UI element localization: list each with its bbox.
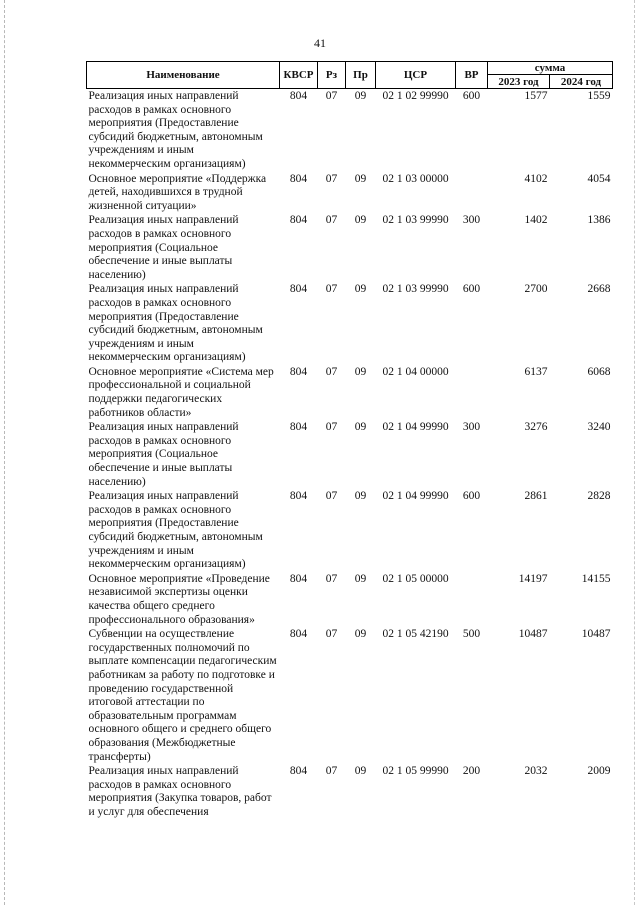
row-csr: 02 1 04 99990 <box>382 490 449 503</box>
row-kvsr: 804 <box>289 572 308 585</box>
header-sum: сумма <box>488 62 613 75</box>
row-amount-2024: 10487 <box>581 628 611 641</box>
row-amount-2024: 1559 <box>587 90 611 102</box>
header-year-2023: 2023 год <box>488 75 550 89</box>
row-name: Субвенции на осуществление государственных полномочий по выплате компенсации педагогическим работникам за работу по подготовке и проведению государственной итоговой аттестации по образовательным программам основного общего и среднего общего образования (Межбюджетные трансферты) <box>88 628 277 763</box>
row-amount-2024: 3240 <box>587 421 611 434</box>
row-name: Реализация иных направлений расходов в рамках основного мероприятия (Предоставление субсидий бюджетным, автономным учреждениям и иным некоммерческим организациям) <box>88 90 263 170</box>
row-amount-2023: 14197 <box>518 572 548 585</box>
table-row <box>87 627 613 764</box>
row-amount-2023: 1577 <box>524 90 548 102</box>
row-vr: 600 <box>462 90 481 102</box>
row-csr: 02 1 02 99990 <box>382 90 449 102</box>
table-row <box>87 365 613 420</box>
scan-edge-right <box>634 0 636 905</box>
row-rz: 07 <box>325 214 338 227</box>
budget-table <box>86 61 613 819</box>
row-kvsr: 804 <box>289 421 308 434</box>
row-name: Реализация иных направлений расходов в рамках основного мероприятия (Социальное обеспечение и иные выплаты населению) <box>88 421 239 488</box>
row-pr: 09 <box>354 90 367 102</box>
row-vr: 600 <box>462 283 481 296</box>
row-amount-2024: 2668 <box>587 283 611 296</box>
row-amount-2023: 3276 <box>524 421 548 434</box>
row-amount-2023: 2861 <box>524 490 548 503</box>
row-rz: 07 <box>325 283 338 296</box>
row-name: Основное мероприятие «Поддержка детей, находившихся в трудной жизненной ситуации» <box>88 172 267 212</box>
row-kvsr: 804 <box>289 628 308 641</box>
row-pr: 09 <box>354 283 367 296</box>
row-amount-2024: 4054 <box>587 172 611 185</box>
row-rz: 07 <box>325 172 338 185</box>
row-pr: 09 <box>354 572 367 585</box>
row-csr: 02 1 04 99990 <box>382 421 449 434</box>
row-rz: 07 <box>325 765 338 778</box>
header-pr: Пр <box>346 62 376 89</box>
scan-edge-left <box>4 0 6 905</box>
row-amount-2024: 2009 <box>587 765 611 778</box>
row-csr: 02 1 04 00000 <box>382 365 449 378</box>
row-name: Реализация иных направлений расходов в рамках основного мероприятия (Закупка товаров, работ и услуг для обеспечения <box>88 765 272 818</box>
row-csr: 02 1 03 00000 <box>382 172 449 185</box>
header-vr: ВР <box>456 62 488 89</box>
row-amount-2024: 2828 <box>587 490 611 503</box>
row-vr <box>456 365 488 420</box>
row-csr: 02 1 03 99990 <box>382 214 449 227</box>
row-amount-2024: 6068 <box>587 365 611 378</box>
row-pr: 09 <box>354 765 367 778</box>
table-header <box>87 62 613 89</box>
row-kvsr: 804 <box>289 214 308 227</box>
row-name: Реализация иных направлений расходов в рамках основного мероприятия (Предоставление субсидий бюджетным, автономным учреждениям и иным некоммерческим организациям) <box>88 490 263 571</box>
table-row <box>87 213 613 282</box>
table-row <box>87 282 613 365</box>
row-vr <box>456 572 488 627</box>
row-pr: 09 <box>354 172 367 185</box>
row-csr: 02 1 03 99990 <box>382 283 449 296</box>
row-amount-2024: 1386 <box>587 214 611 227</box>
table-row <box>87 572 613 627</box>
row-pr: 09 <box>354 490 367 503</box>
table-row <box>87 420 613 489</box>
table-row <box>87 89 613 172</box>
row-vr: 600 <box>462 490 481 503</box>
row-rz: 07 <box>325 628 338 641</box>
page-number: 41 <box>314 36 326 50</box>
table-row <box>87 489 613 572</box>
row-vr: 200 <box>462 765 481 778</box>
table-row <box>87 172 613 214</box>
table-body <box>87 89 613 820</box>
row-amount-2023: 1402 <box>524 214 548 227</box>
row-kvsr: 804 <box>289 90 308 102</box>
row-kvsr: 804 <box>289 172 308 185</box>
row-rz: 07 <box>325 421 338 434</box>
row-name: Реализация иных направлений расходов в рамках основного мероприятия (Социальное обеспечение и иные выплаты населению) <box>88 214 239 281</box>
row-amount-2023: 2032 <box>524 765 548 778</box>
header-kvsr: КВСР <box>280 62 318 89</box>
row-kvsr: 804 <box>289 490 308 503</box>
row-vr: 300 <box>462 214 481 227</box>
row-pr: 09 <box>354 628 367 641</box>
row-kvsr: 804 <box>289 365 308 378</box>
header-csr: ЦСР <box>376 62 456 89</box>
row-kvsr: 804 <box>289 765 308 778</box>
row-rz: 07 <box>325 90 338 102</box>
row-name: Основное мероприятие «Система мер профессиональной и социальной поддержки педагогических работников области» <box>88 365 274 419</box>
row-csr: 02 1 05 00000 <box>382 572 449 585</box>
table-row <box>87 764 613 819</box>
row-amount-2023: 6137 <box>524 365 548 378</box>
row-csr: 02 1 05 99990 <box>382 765 449 778</box>
row-name: Основное мероприятие «Проведение независимой экспертизы оценки качества общего среднего профессионального образования» <box>88 572 270 626</box>
row-rz: 07 <box>325 572 338 585</box>
row-amount-2023: 10487 <box>518 628 548 641</box>
row-vr: 300 <box>462 421 481 434</box>
row-pr: 09 <box>354 421 367 434</box>
header-year-2024: 2024 год <box>550 75 613 89</box>
header-rz: Рз <box>318 62 346 89</box>
row-kvsr: 804 <box>289 283 308 296</box>
row-vr <box>456 172 488 214</box>
row-amount-2024: 14155 <box>581 572 611 585</box>
row-csr: 02 1 05 42190 <box>382 628 449 641</box>
row-amount-2023: 4102 <box>524 172 548 185</box>
row-pr: 09 <box>354 214 367 227</box>
row-amount-2023: 2700 <box>524 283 548 296</box>
row-pr: 09 <box>354 365 367 378</box>
row-vr: 500 <box>462 628 481 641</box>
row-rz: 07 <box>325 490 338 503</box>
header-name: Наименование <box>87 62 280 89</box>
row-rz: 07 <box>325 365 338 378</box>
row-name: Реализация иных направлений расходов в рамках основного мероприятия (Предоставление субсидий бюджетным, автономным учреждениям и иным некоммерческим организациям) <box>88 283 263 364</box>
